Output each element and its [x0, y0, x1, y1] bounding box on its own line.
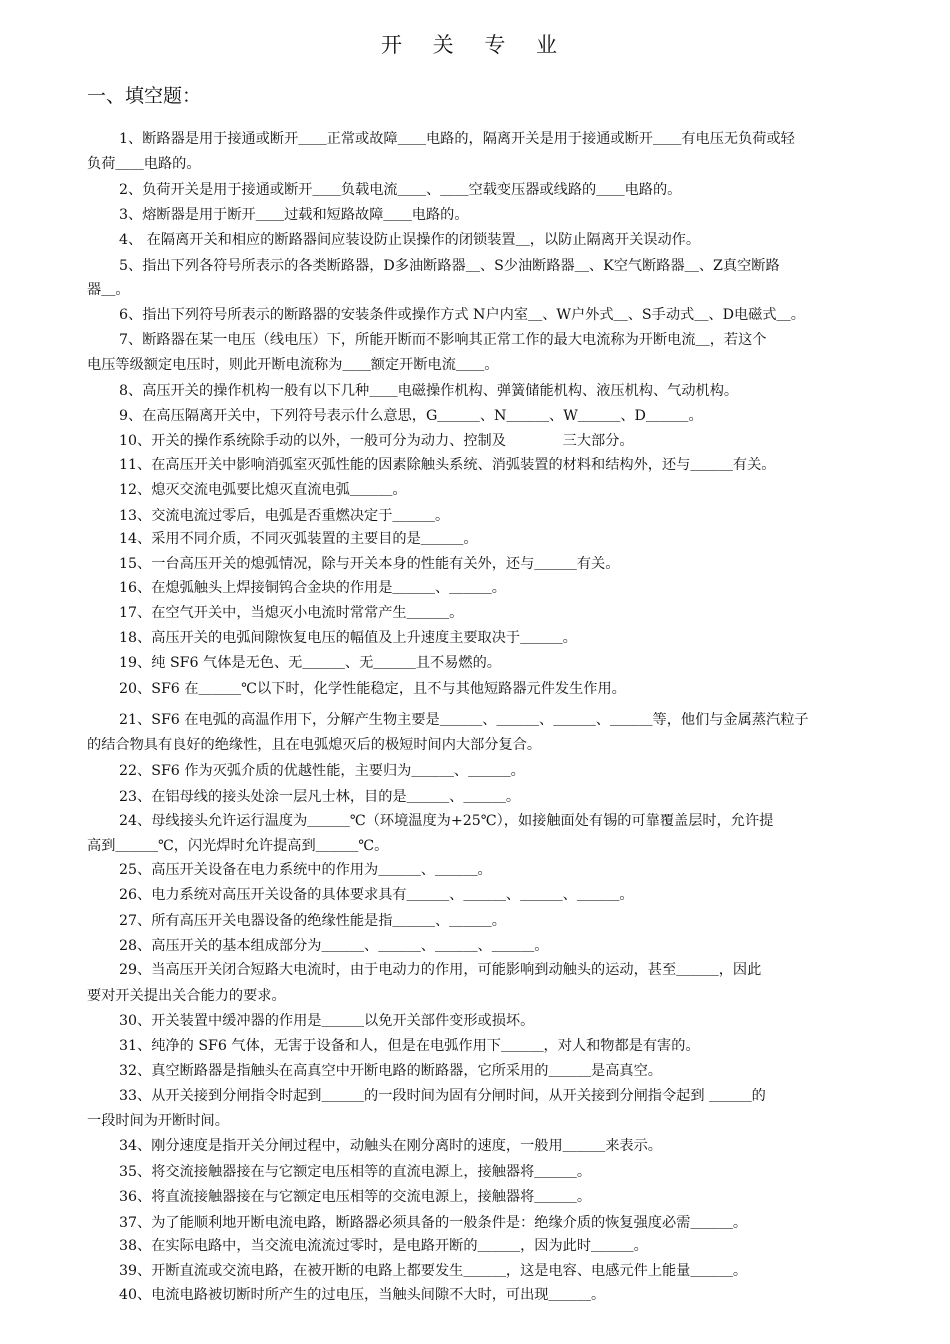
question-32	[87, 1059, 879, 1084]
question-text: 10、开关的操作系统除手动的以外，一般可分为动力、控制及 三大部分。	[119, 433, 634, 449]
question-30	[87, 1009, 879, 1034]
question-text: 34、刚分速度是指开关分闸过程中，动触头在刚分离时的速度，一般用＿＿＿来表示。	[119, 1138, 662, 1154]
question-text: 29、当高压开关闭合短路大电流时，由于电动力的作用，可能影响到动触头的运动，甚至＿＿＿，因此	[119, 962, 762, 978]
question-20	[87, 677, 879, 702]
question-21	[87, 708, 879, 733]
question-29	[87, 958, 879, 983]
question-text: 7、断路器在某一电压（线电压）下，所能开断而不影响其正常工作的最大电流称为开断电流＿，若这个	[119, 332, 767, 348]
question-text: 14、采用不同介质，不同灭弧装置的主要目的是＿＿＿。	[119, 531, 478, 547]
question-text: 36、将直流接触器接在与它额定电压相等的交流电源上，接触器将＿＿＿。	[119, 1189, 592, 1205]
question-6	[87, 303, 879, 328]
question-text: 26、电力系统对高压开关设备的具体要求具有＿＿＿、＿＿＿、＿＿＿、＿＿＿。	[119, 887, 634, 903]
question-26	[87, 883, 879, 908]
question-17	[87, 601, 879, 626]
question-5-continuation: 器＿。	[87, 282, 130, 298]
question-21-continuation: 的结合物具有良好的绝缘性，且在电弧熄灭后的极短时间内大部分复合。	[87, 737, 542, 753]
question-text: 3、熔断器是用于断开＿＿过载和短路故障＿＿电路的。	[119, 207, 469, 223]
question-7	[87, 328, 879, 353]
question-28	[87, 934, 879, 959]
question-text: 6、指出下列符号所表示的断路器的安装条件或操作方式 N户内室＿、W户外式＿、S手动式＿、D电磁式＿。	[119, 307, 805, 323]
question-text: 8、高压开关的操作机构一般有以下几种＿＿电磁操作机构、弹簧储能机构、液压机构、气动机构。	[119, 383, 739, 399]
question-8	[87, 379, 879, 404]
question-34	[87, 1134, 879, 1159]
question-text: 11、在高压开关中影响消弧室灭弧性能的因素除触头系统、消弧装置的材料和结构外，还与＿＿＿有关。	[119, 457, 776, 473]
question-text: 33、从开关接到分闸指令时起到＿＿＿的一段时间为固有分闸时间，从开关接到分闸指令起到 ＿＿＿的	[119, 1088, 766, 1104]
question-text: 15、一台高压开关的熄弧情况，除与开关本身的性能有关外，还与＿＿＿有关。	[119, 556, 620, 572]
question-38	[87, 1234, 879, 1259]
question-40	[87, 1283, 879, 1308]
question-text: 16、在熄弧触头上焊接铜钨合金块的作用是＿＿＿、＿＿＿。	[119, 580, 506, 596]
question-11	[87, 453, 879, 478]
question-31	[87, 1034, 879, 1059]
question-23	[87, 785, 879, 810]
question-1-continuation: 负荷＿＿电路的。	[87, 156, 201, 172]
question-5	[87, 254, 879, 279]
question-text: 23、在铝母线的接头处涂一层凡士林，目的是＿＿＿、＿＿＿。	[119, 789, 521, 805]
question-text: 35、将交流接触器接在与它额定电压相等的直流电源上，接触器将＿＿＿。	[119, 1164, 592, 1180]
question-18	[87, 626, 879, 651]
question-text: 40、电流电路被切断时所产生的过电压，当触头间隙不大时，可出现＿＿＿。	[119, 1287, 606, 1303]
question-25	[87, 858, 879, 883]
question-text: 9、在高压隔离开关中，下列符号表示什么意思，G＿＿＿、N＿＿＿、W＿＿＿、D＿＿＿。	[119, 408, 703, 424]
question-12	[87, 478, 879, 503]
question-text: 17、在空气开关中，当熄灭小电流时常常产生＿＿＿。	[119, 605, 464, 621]
question-4	[87, 228, 879, 253]
question-text: 24、母线接头允许运行温度为＿＿＿℃（环境温度为+25℃），如接触面处有锡的可靠覆盖层时，允许提	[119, 813, 774, 829]
question-text: 22、SF6 作为灭弧介质的优越性能，主要归为＿＿＿、＿＿＿。	[119, 763, 525, 779]
question-3	[87, 203, 879, 228]
question-15	[87, 552, 879, 577]
question-text: 38、在实际电路中，当交流电流流过零时，是电路开断的＿＿＿，因为此时＿＿＿。	[119, 1238, 648, 1254]
question-text: 1、断路器是用于接通或断开＿＿正常或故障＿＿电路的，隔离开关是用于接通或断开＿＿有电压无负荷或轻	[119, 131, 795, 147]
question-22	[87, 759, 879, 784]
question-7-continuation: 电压等级额定电压时，则此开断电流称为＿＿额定开断电流＿＿。	[87, 357, 499, 373]
question-text: 20、SF6 在＿＿＿℃以下时，化学性能稳定，且不与其他短路器元件发生作用。	[119, 681, 626, 697]
question-text: 28、高压开关的基本组成部分为＿＿＿、＿＿＿、＿＿＿、＿＿＿。	[119, 938, 549, 954]
question-text: 13、交流电流过零后，电弧是否重燃决定于＿＿＿。	[119, 508, 450, 524]
question-text: 32、真空断路器是指触头在高真空中开断电路的断路器，它所采用的＿＿＿是高真空。	[119, 1063, 662, 1079]
question-text: 2、负荷开关是用于接通或断开＿＿负载电流＿＿、＿＿空载变压器或线路的＿＿电路的。	[119, 182, 682, 198]
question-13	[87, 504, 879, 529]
question-text: 5、指出下列各符号所表示的各类断路器，D多油断路器＿、S少油断路器＿、K空气断路器＿、Z真空断路	[119, 258, 780, 274]
question-37	[87, 1211, 879, 1236]
question-text: 12、熄灭交流电弧要比熄灭直流电弧＿＿＿。	[119, 482, 407, 498]
question-27	[87, 909, 879, 934]
question-text: 19、纯 SF6 气体是无色、无＿＿＿、无＿＿＿且不易燃的。	[119, 655, 501, 671]
question-24	[87, 809, 879, 834]
document-title: 开 关 专 业	[380, 33, 570, 57]
question-text: 31、纯净的 SF6 气体，无害于设备和人，但是在电弧作用下＿＿＿，对人和物都是有害的。	[119, 1038, 700, 1054]
question-35	[87, 1160, 879, 1185]
question-36	[87, 1185, 879, 1210]
question-text: 25、高压开关设备在电力系统中的作用为＿＿＿、＿＿＿。	[119, 862, 492, 878]
question-10	[87, 429, 879, 454]
question-33	[87, 1084, 879, 1109]
question-24-continuation: 高到＿＿＿℃，闪光焊时允许提高到＿＿＿℃。	[87, 838, 389, 854]
question-text: 39、开断直流或交流电路，在被开断的电路上都要发生＿＿＿，这是电容、电感元件上能量＿＿＿。	[119, 1263, 748, 1279]
question-9	[87, 404, 879, 429]
question-16	[87, 576, 879, 601]
question-text: 4、 在隔离开关和相应的断路器间应装设防止误操作的闭锁装置＿，以防止隔离开关误动作。	[119, 232, 701, 248]
question-text: 37、为了能顺利地开断电流电路，断路器必须具备的一般条件是：绝缘介质的恢复强度必需＿＿＿。	[119, 1215, 748, 1231]
question-14	[87, 527, 879, 552]
question-1	[87, 127, 879, 152]
question-text: 18、高压开关的电弧间隙恢复电压的幅值及上升速度主要取决于＿＿＿。	[119, 630, 577, 646]
question-29-continuation: 要对开关提出关合能力的要求。	[87, 988, 286, 1004]
question-text: 30、开关装置中缓冲器的作用是＿＿＿以免开关部件变形或损坏。	[119, 1013, 535, 1029]
question-19	[87, 651, 879, 676]
question-39	[87, 1259, 879, 1284]
question-33-continuation: 一段时间为开断时间。	[87, 1113, 229, 1129]
section-heading: 一、填空题：	[87, 85, 202, 107]
question-text: 21、SF6 在电弧的高温作用下，分解产生物主要是＿＿＿、＿＿＿、＿＿＿、＿＿＿等，他们与金属蒸汽粒子	[119, 712, 809, 728]
question-2	[87, 178, 879, 203]
question-text: 27、所有高压开关电器设备的绝缘性能是指＿＿＿、＿＿＿。	[119, 913, 506, 929]
